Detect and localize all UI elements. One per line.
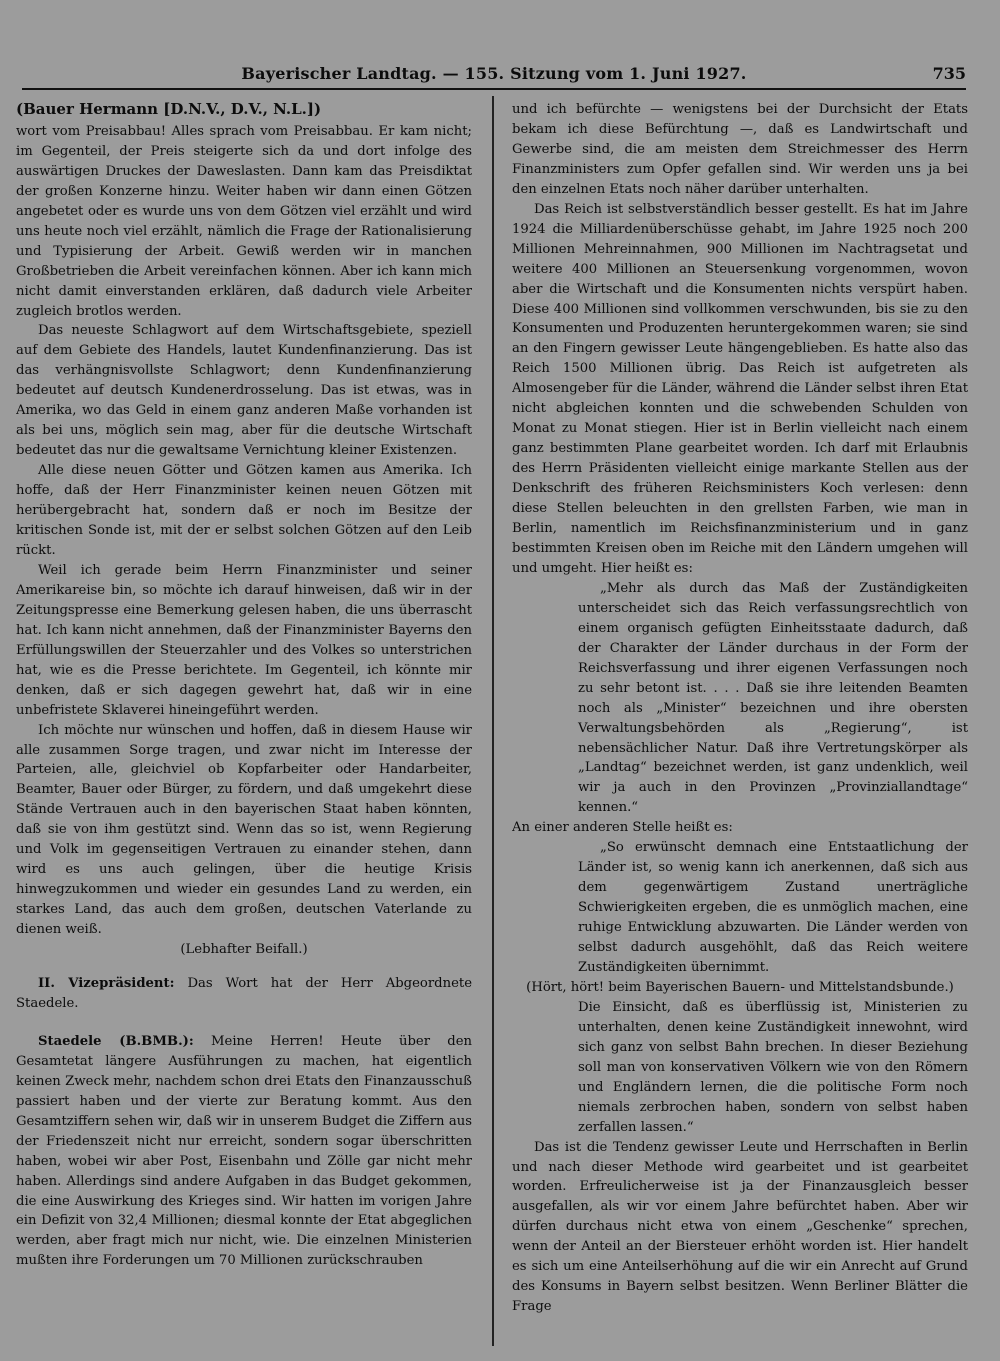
left-paragraph-3: Alle diese neuen Götter und Götzen kamen aus Amerika. Ich hoffe, daß der Herr Finanzminister keinen neuen Götzen mit herübergebracht hat, sondern daß er noch im Besitze der kritischen Sonde ist, mit der er selbst solchen Götzen auf den Leib rückt. [16, 463, 472, 558]
header-title: Bayerischer Landtag. — 155. Sitzung vom 1. Juni 1927. [241, 64, 747, 83]
right-paragraph-1: und ich befürchte — wenigstens bei der Durchsicht der Etats bekam ich diese Befürchtung —, daß es Landwirtschaft und Gewerbe sind, die am meisten dem Streichmesser des Herrn Finanzministers zum Opfer gefallen sind. Wir werden uns ja bei den einzelnen Etats noch näher darüber unterhalten. [512, 102, 968, 197]
speaker2-speech [16, 1032, 472, 1271]
right-column [512, 100, 968, 1350]
quote-block-3: Die Einsicht, daß es überflüssig ist, Ministerien zu unterhalten, denen keine Zuständigkeit innewohnt, wird sich ganz von selbst Bahn brechen. In dieser Beziehung soll man von konservativen Völkern wie von den Römern und Engländern lernen, die die politische Form noch niemals zerbrochen haben, sondern von selbst haben zerfallen lassen.“ [578, 999, 968, 1135]
left-paragraph-1: wort vom Preisabbau! Alles sprach vom Preisabbau. Er kam nicht; im Gegenteil, der Preis steigerte sich da und dort infolge des auswärtigen Druckes der Daweslasten. Dann kam das Preisdiktat der großen Konzerne hinzu. Weiter haben wir dann einen Götzen angebetet oder es wurde uns von dem Götzen viel erzählt und wird uns heute noch viel erzählt, nämlich die Frage der Rationalisierung und Typisierung der Arbeit. Gewiß werden wir in manchen Großbetrieben die Arbeit vereinfachen können. Aber ich kann mich nicht damit einverstanden erklären, daß dadurch viele Arbeiter zugleich brotlos werden. [16, 123, 472, 319]
left-paragraph-5: Ich möchte nur wünschen und hoffen, daß in diesem Hause wir alle zusammen Sorge tragen, und zwar nicht im Interesse der Parteien, alle, gleichviel ob Kopfarbeiter oder Handarbeiter, Beamter, Bauer oder Bürger, zu fördern, und daß umgekehrt diese Stände Vertrauen auch in den bayerischen Staat haben könnten, daß sie von ihm gestützt sind. Wenn das so ist, wenn Regierung und Volk im gegenseitigen Vertrauen zu einander stehen, dann wird es uns auch gelingen, über die heutige Krisis hinwegzukommen und wieder ein gesundes Land zu werden, ein starkes Land, das auch dem großen, deutschen Vaterlande zu dienen weiß. [16, 722, 472, 938]
vice-president-statement [16, 974, 472, 1014]
page-header [22, 58, 966, 90]
vice-president-label: II. Vizepräsident: [38, 975, 175, 991]
page-number: 735 [932, 64, 966, 83]
applause-note: (Lebhafter Beifall.) [180, 942, 308, 958]
quote-block-2: „So erwünscht demnach eine Entstaatlichung der Länder ist, so wenig kann ich anerkennen, daß sich aus dem gegenwärtigem Zustand unerträgliche Schwierigkeiten ergeben, die es unmöglich machen, eine ruhige Entwicklung abzuwarten. Die Länder werden von selbst dadurch ausgehöhlt, daß das Reich weitere Zuständigkeiten übernimmt. [578, 840, 968, 975]
speaker2-text: Meine Herren! Heute über den Gesamtetat längere Ausführungen zu machen, hat eigentlich keinen Zweck mehr, nachdem schon drei Etats den Finanzausschuß passiert haben und der vierte zur Beratung kommt. Aus den Gesamtziffern sehen wir, daß wir in unserem Budget die Ziffern aus der Friedenszeit nicht nur erreicht, sondern sogar überschritten haben, wobei wir aber Post, Eisenbahn und Zölle gar nicht mehr haben. Allerdings sind andere Aufgaben in das Budget gekommen, die eine Auswirkung des Krieges sind. Wir hatten im vorigen Jahre ein Defizit von 32,4 Millionen; diesmal konnte der Etat abgeglichen werden, aber fragt mich nur nicht, wie. Die einzelnen Ministerien mußten ihre Forderungen um 70 Millionen zurückschrauben [16, 1033, 472, 1269]
right-paragraph-2: Das Reich ist selbstverständlich besser gestellt. Es hat im Jahre 1924 die Milliardenüberschüsse gehabt, im Jahre 1925 noch 200 Millionen Mehreinnahmen, 900 Millionen im Nachtragsetat und weitere 400 Millionen an Steuersenkung vorgenommen, wovon aber die Wirtschaft und die Konsumenten nichts verspürt haben. Diese 400 Millionen sind vollkommen verschwunden, bis sie zu den Konsumenten und Produzenten heruntergekommen waren; sie sind an den Fingern gewisser Leute hängengeblieben. Es hatte also das Reich 1500 Millionen übrig. Das Reich ist aufgetreten als Almosengeber für die Länder, während die Länder selbst ihren Etat nicht abgleichen konnten und die schwebenden Schulden von Monat zu Monat stiegen. Hier ist in Berlin vielleicht nach einem ganz bestimmten Plane gearbeitet worden. Ich darf mit Erlaubnis des Herrn Präsidenten vielleicht einige markante Stellen aus der Denkschrift des früheren Reichsministers Koch verlesen: denn diese Stellen beleuchten in den grellsten Farben, wie man in Berlin, namentlich im Reichsfinanzministerium und in ganz bestimmten Kreisen oben im Reiche mit den Ländern umgehen will und umgeht. Hier heißt es: [512, 201, 968, 576]
column-divider [492, 96, 494, 1346]
quote-block-1: „Mehr als durch das Maß der Zuständigkeiten unterscheidet sich das Reich verfassungsrechtlich von einem organisch gefügten Einheitsstaate dadurch, daß der Charakter der Länder durchaus in der Form der Reichsverfassung und ihrer eigenen Verfassungen noch zu sehr betont ist. . . . Daß sie ihre leitenden Beamten noch als „Minister“ bezeichnen und ihre obersten Verwaltungsbehörden als „Regierung“, ist nebensächlicher Natur. Daß ihre Vertretungskörper als „Landtag“ bezeichnet werden, ist ganz undenklich, weil wir ja auch in den Provinzen „Provinziallandtage“ kennen.“ [578, 580, 968, 816]
quote-intro: An einer anderen Stelle heißt es: [512, 820, 733, 836]
left-paragraph-2: Das neueste Schlagwort auf dem Wirtschaftsgebiete, speziell auf dem Gebiete des Handels, lautet Kundenfinanzierung. Das ist das verhängnisvollste Schlagwort; denn Kundenfinanzierung bedeutet auf deutsch Kundenerdrosselung. Das ist etwas, was in Amerika, wo das Geld in einem ganz anderen Maße vorhanden ist als bei uns, möglich sein mag, aber für die deutsche Wirtschaft bedeutet das nur die gewaltsame Vernichtung kleiner Existenzen. [16, 323, 472, 459]
speaker-continuation: (Bauer Hermann [D.N.V., D.V., N.L.]) [16, 100, 322, 118]
left-paragraph-4: Weil ich gerade beim Herrn Finanzminister und seiner Amerikareise bin, so möchte ich darauf hinweisen, daß wir in der Zeitungspresse eine Bemerkung gelesen haben, die uns überrascht hat. Ich kann nicht annehmen, daß der Finanzminister Bayerns den Erfüllungswillen der Steuerzahler und des Volkes so unterstrichen hat, wie es die Presse berichtete. Im Gegenteil, ich könnte mir denken, daß er sich dagegen gewehrt hat, daß wir in eine unbefristete Sklaverei hineingeführt werden. [16, 562, 472, 718]
left-column [16, 100, 472, 1350]
speaker2-label: Staedele (B.BMB.): [38, 1033, 194, 1049]
closing-paragraph: Das ist die Tendenz gewisser Leute und Herrschaften in Berlin und nach dieser Methode wird gearbeitet und ist gearbeitet worden. Erfreulicherweise ist ja der Finanzausgleich besser ausgefallen, als wir vor einem Jahre befürchtet haben. Aber wir dürfen durchaus nicht etwa von einem „Geschenke“ sprechen, wenn der Anteil an der Biersteuer erhöht worden ist. Hier handelt es sich um eine Anteilserhöhung auf die wir ein Anrecht auf Grund des Konsums in Bayern selbst besitzen. Wenn Berliner Blätter die Frage [512, 1139, 968, 1315]
vice-president-text: Das Wort hat der Herr Abgeordnete Staedele. [16, 975, 472, 1011]
interjection-note: (Hört, hört! beim Bayerischen Bauern- und Mittelstandsbunde.) [526, 979, 954, 995]
